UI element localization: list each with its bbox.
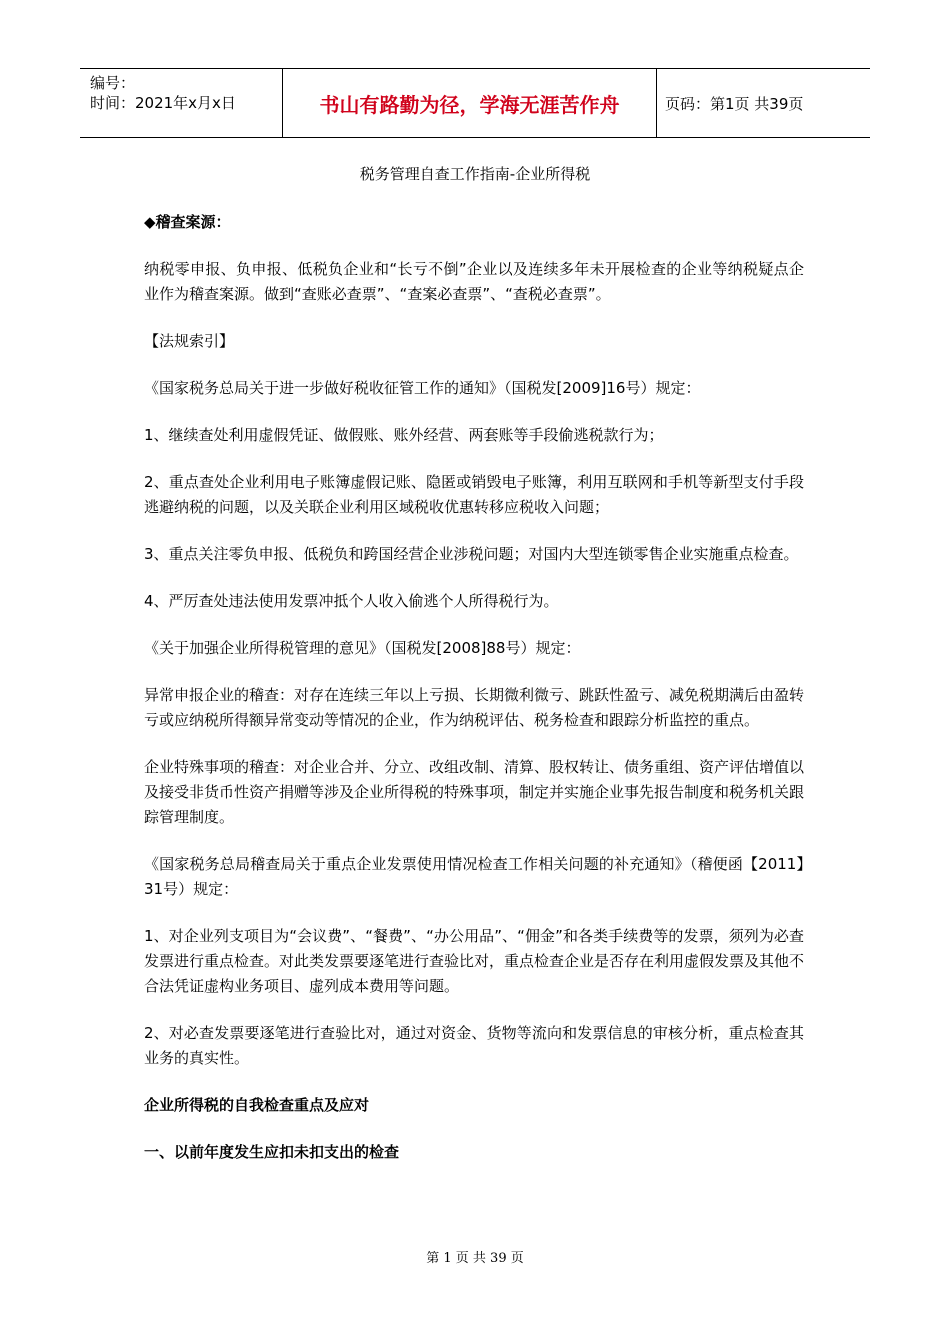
- paragraph: 1、继续查处利用虚假凭证、做假账、账外经营、两套账等手段偷逃税款行为；: [144, 426, 664, 444]
- time-label: 时间：2021年x月x日: [90, 94, 236, 112]
- page-footer: 第 1 页 共 39 页: [426, 1251, 524, 1266]
- paragraph: 4、严厉查处违法使用发票冲抵个人收入偷逃个人所得税行为。: [144, 592, 559, 610]
- motto-banner: 书山有路勤为径，学海无涯苦作舟: [282, 69, 657, 137]
- paragraph: ◆稽查案源：: [144, 213, 231, 231]
- paragraph: 企业特殊事项的稽查：对企业合并、分立、改组改制、清算、股权转让、债务重组、资产评估增值以及接受非货币性资产捐赠等涉及企业所得税的特殊事项，制定并实施企业事先报告制度和税务机关跟踪管理制度。: [144, 758, 805, 826]
- paragraph: 1、对企业列支项目为“会议费”、“餐费”、“办公用品”、“佣金”和各类手续费等的发票，须列为必查发票进行重点检查。对此类发票要逐笔进行查验比对，重点检查企业是否存在利用虚假发票及其他不合法凭证虚构业务项目、虚列成本费用等问题。: [144, 927, 805, 995]
- paragraph: 《国家税务总局关于进一步做好税收征管工作的通知》（国税发[2009]16号）规定：: [144, 379, 701, 397]
- header-left-cell: [80, 69, 282, 137]
- paragraph: 企业所得税的自我检查重点及应对: [144, 1096, 370, 1114]
- document-title: 税务管理自查工作指南-企业所得税: [359, 165, 591, 183]
- paragraph: 一、以前年度发生应扣未扣支出的检查: [144, 1143, 400, 1161]
- paragraph: 纳税零申报、负申报、低税负企业和“长亏不倒”企业以及连续多年未开展检查的企业等纳税疑点企业作为稽查案源。做到“查账必查票”、“查案必查票”、“查税必查票”。: [144, 260, 804, 303]
- paragraph: 2、重点查处企业利用电子账簿虚假记账、隐匿或销毁电子账簿，利用互联网和手机等新型支付手段逃避纳税的问题，以及关联企业利用区域税收优惠转移应税收入问题；: [144, 473, 804, 516]
- header-table: [80, 68, 870, 138]
- paragraph: 2、对必查发票要逐笔进行查验比对，通过对资金、货物等流向和发票信息的审核分析，重点检查其业务的真实性。: [144, 1024, 804, 1067]
- paragraph: 3、重点关注零负申报、低税负和跨国经营企业涉税问题；对国内大型连锁零售企业实施重点检查。: [144, 545, 799, 563]
- document-body: [144, 210, 804, 1187]
- page-info: 页码：第1页 共39页: [665, 94, 804, 113]
- paragraph: 《国家税务总局稽查局关于重点企业发票使用情况检查工作相关问题的补充通知》（稽便函【2011】31号）规定：: [144, 855, 804, 898]
- paragraph: 《关于加强企业所得税管理的意见》（国税发[2008]88号）规定：: [144, 639, 581, 657]
- paragraph: 异常申报企业的稽查：对存在连续三年以上亏损、长期微利微亏、跳跃性盈亏、减免税期满后由盈转亏或应纳税所得额异常变动等情况的企业，作为纳税评估、税务检查和跟踪分析监控的重点。: [144, 686, 805, 729]
- paragraph: 【法规索引】: [144, 332, 235, 350]
- number-label: 编号：: [90, 74, 136, 92]
